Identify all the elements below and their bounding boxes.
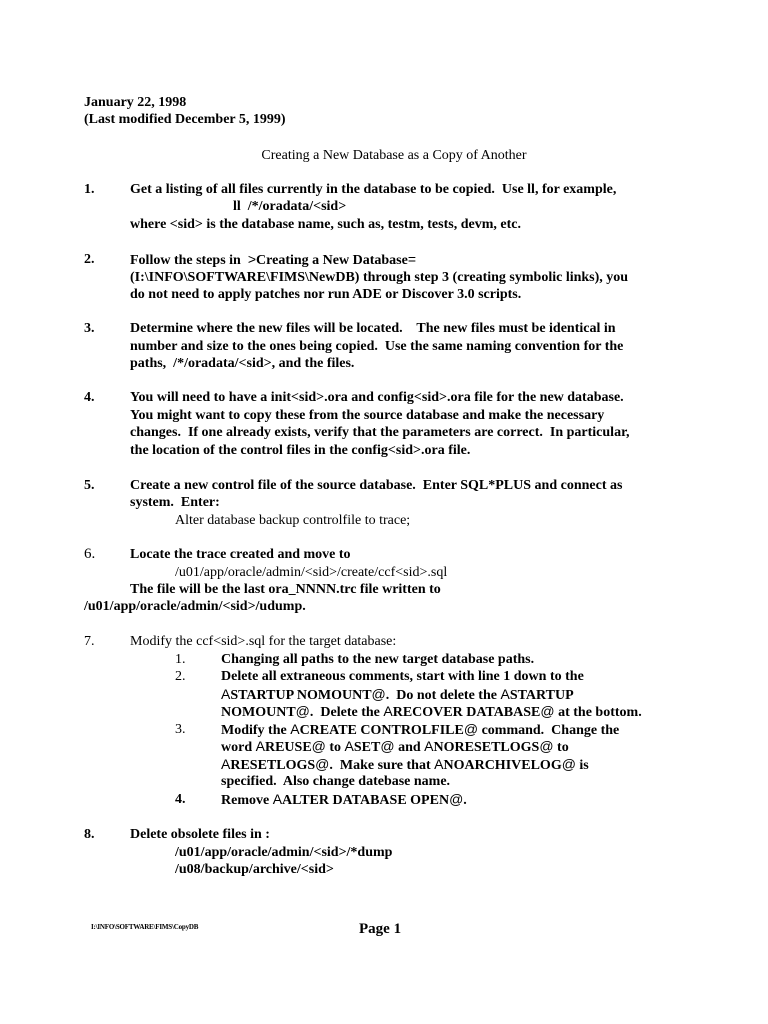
step-3-line-3: paths, /*/oradata/<sid>, and the files. — [130, 356, 355, 371]
step-5-number: 5. — [84, 478, 95, 493]
step-7-sub-4-line-1: Remove AALTER DATABASE OPEN@. — [221, 791, 467, 808]
step-8-line-2: /u01/app/oracle/admin/<sid>/*dump — [175, 845, 393, 860]
step-7-sub-3-line-3: ARESETLOGS@. Make sure that ANOARCHIVELOG@ is — [221, 756, 589, 773]
step-7-sub-2-line-3: NOMOUNT@. Delete the ARECOVER DATABASE@ at the bottom. — [221, 703, 642, 720]
document-date: January 22, 1998 — [84, 95, 187, 110]
step-4-line-3: changes. If one already exists, verify that the parameters are correct. In particular, — [130, 425, 630, 440]
step-7-sub-4-number: 4. — [175, 792, 186, 807]
step-2-line-2: (I:\INFO\SOFTWARE\FIMS\NewDB) through step 3 (creating symbolic links), you — [130, 270, 629, 285]
document-title: Creating a New Database as a Copy of Another — [261, 148, 527, 163]
step-7-sub-3-line-1: Modify the ACREATE CONTROLFILE@ command. Change the — [221, 721, 620, 738]
step-8-line-1: Delete obsolete files in : — [130, 827, 270, 842]
footer-path: I:\INFO\SOFTWARE\FIMS\CopyDB — [91, 923, 199, 931]
step-7-number: 7. — [84, 634, 95, 649]
step-6-line-4: /u01/app/oracle/admin/<sid>/udump. — [84, 599, 306, 614]
step-7-sub-3-line-4: specified. Also change datebase name. — [221, 774, 451, 789]
step-5-line-2: system. Enter: — [130, 495, 220, 510]
step-1-number: 1. — [84, 182, 95, 197]
page-number: Page 1 — [359, 921, 402, 937]
step-1-line-2: ll /*/oradata/<sid> — [233, 199, 347, 214]
step-6-number: 6. — [84, 546, 96, 562]
step-5-line-1: Create a new control file of the source database. Enter SQL*PLUS and connect as — [130, 478, 623, 493]
step-7-sub-1-line-1: Changing all paths to the new target database paths. — [221, 652, 535, 667]
step-4-line-4: the location of the control files in the config<sid>.ora file. — [130, 443, 471, 458]
step-7-sub-1-number: 1. — [175, 652, 186, 667]
step-1-line-3: where <sid> is the database name, such as, testm, tests, devm, etc. — [130, 217, 521, 232]
last-modified: (Last modified December 5, 1999) — [84, 112, 286, 127]
step-7-line-1: Modify the ccf<sid>.sql for the target database: — [130, 634, 397, 649]
step-7-sub-3-line-2: word AREUSE@ to ASET@ and ANORESETLOGS@ to — [221, 738, 569, 755]
step-8-number: 8. — [84, 827, 95, 842]
step-7-sub-2-line-2: ASTARTUP NOMOUNT@. Do not delete the ASTARTUP — [221, 686, 574, 703]
step-3-number: 3. — [84, 321, 95, 336]
step-1-line-1: Get a listing of all files currently in the database to be copied. Use ll, for example, — [130, 182, 617, 197]
step-3-line-1: Determine where the new files will be located. The new files must be identical in — [130, 321, 616, 336]
step-6-line-3: The file will be the last ora_NNNN.trc file written to — [130, 582, 441, 597]
step-8-line-3: /u08/backup/archive/<sid> — [175, 862, 334, 877]
step-7-sub-2-number: 2. — [175, 669, 186, 684]
step-3-line-2: number and size to the ones being copied. Use the same naming convention for the — [130, 339, 624, 354]
step-6-line-1: Locate the trace created and move to — [130, 547, 351, 562]
step-4-line-1: You will need to have a init<sid>.ora and config<sid>.ora file for the new database. — [130, 390, 624, 405]
step-4-number: 4. — [84, 390, 95, 405]
step-5-command: Alter database backup controlfile to trace; — [175, 513, 411, 528]
step-6-line-2: /u01/app/oracle/admin/<sid>/create/ccf<sid>.sql — [175, 565, 448, 580]
step-2-line-3: do not need to apply patches nor run ADE or Discover 3.0 scripts. — [130, 287, 522, 302]
step-2-number: 2. — [84, 252, 95, 267]
step-4-line-2: You might want to copy these from the source database and make the necessary — [130, 408, 605, 423]
step-7-sub-3-number: 3. — [175, 722, 186, 737]
step-7-sub-2-line-1: Delete all extraneous comments, start with line 1 down to the — [221, 669, 584, 684]
step-2-line-1: Follow the steps in >Creating a New Database= — [130, 251, 416, 268]
